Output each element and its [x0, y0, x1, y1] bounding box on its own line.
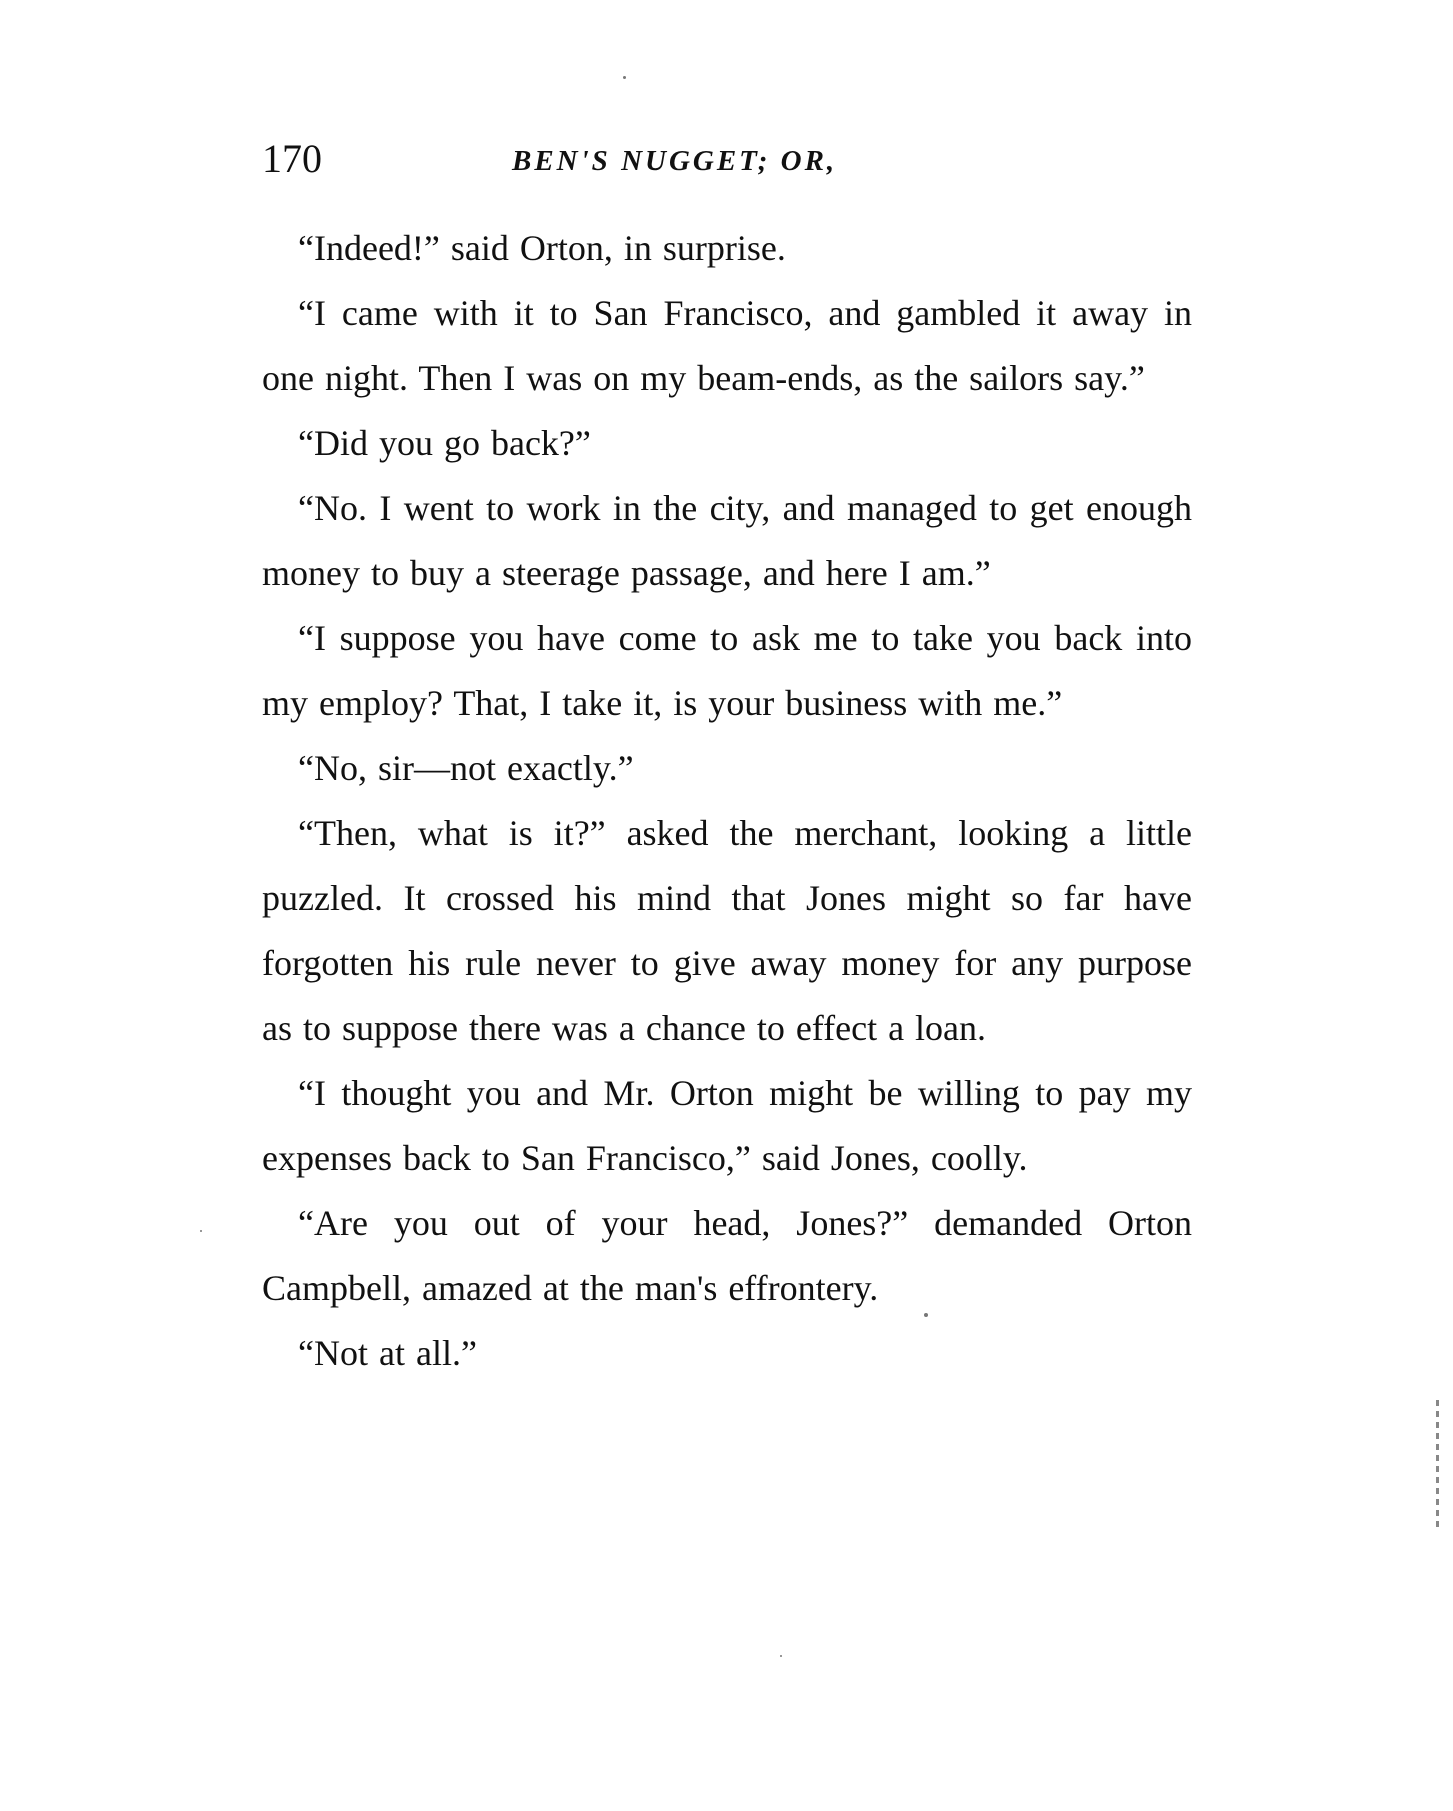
scan-speck — [623, 76, 626, 79]
paragraph: “No. I went to work in the city, and managed to get enough money to buy a steerage passage, and here I am.” — [262, 488, 1192, 593]
paragraph: “I came with it to San Francisco, and gambled it away in one night. Then I was on my beam-ends, as the sailors say.” — [262, 293, 1192, 398]
running-head: BEN'S NUGGET; OR, — [512, 145, 838, 177]
scan-speck — [924, 1313, 928, 1317]
page-number: 170 — [262, 136, 322, 181]
paragraph: “I thought you and Mr. Orton might be willing to pay my expenses back to San Francisco,” said Jones, coolly. — [262, 1073, 1192, 1178]
page-header — [262, 134, 1192, 184]
paragraph: “I suppose you have come to ask me to take you back into my employ? That, I take it, is your business with me.” — [262, 618, 1192, 723]
paragraph: “Did you go back?” — [298, 423, 591, 463]
paragraph: “No, sir—not exactly.” — [298, 748, 634, 788]
paragraph: “Not at all.” — [298, 1333, 477, 1373]
body-text — [262, 216, 1192, 1386]
scan-speck — [780, 1655, 782, 1657]
scan-speck — [200, 1230, 202, 1232]
paragraph: “Then, what is it?” asked the merchant, looking a little puzzled. It crossed his mind that Jones might so far have forgotten his rule never to give away money for any purpose as to suppose there was a chance to effect a loan. — [262, 813, 1192, 1048]
scan-edge-marks — [1436, 1400, 1439, 1530]
paragraph: “Indeed!” said Orton, in surprise. — [298, 228, 786, 268]
paragraph: “Are you out of your head, Jones?” demanded Orton Campbell, amazed at the man's effrontery. — [262, 1203, 1192, 1308]
